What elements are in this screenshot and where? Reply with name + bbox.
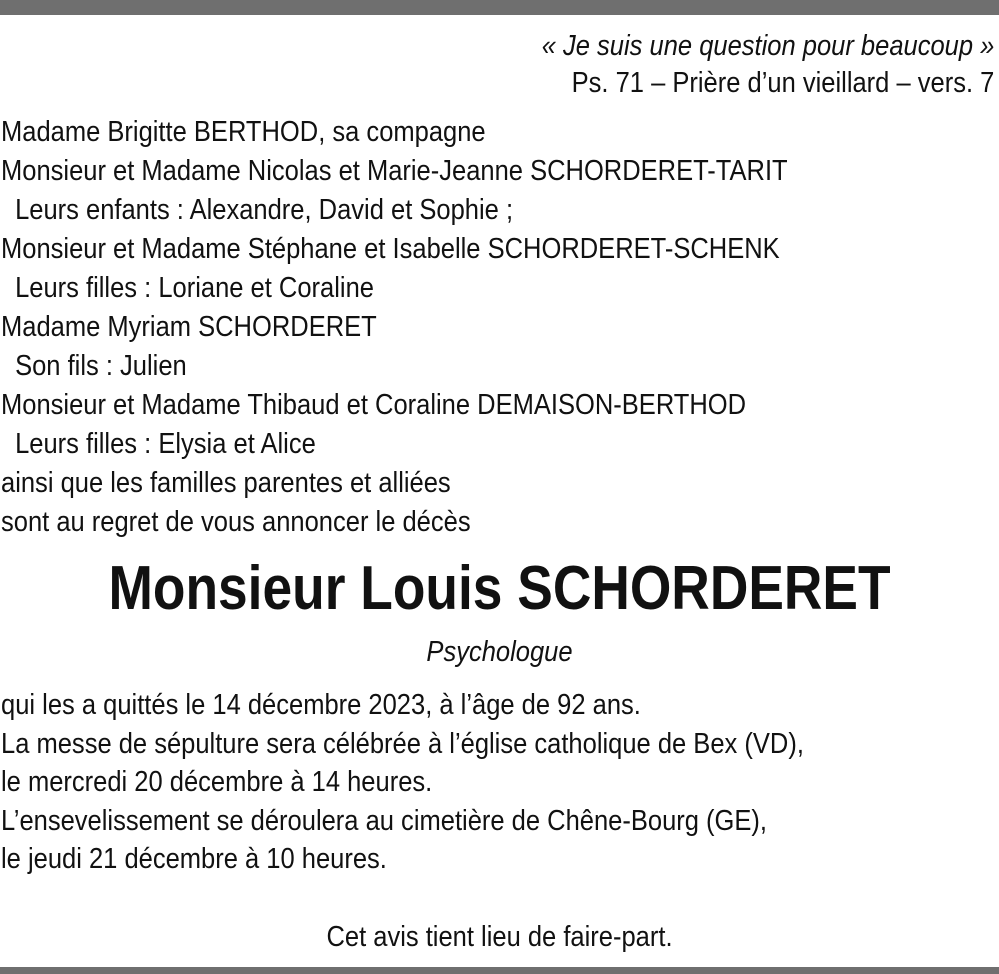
ceremony-details xyxy=(1,686,804,879)
family-line: Monsieur et Madame Stéphane et Isabelle SCHORDERET-SCHENK xyxy=(1,233,780,265)
bottom-border-rule xyxy=(0,967,999,974)
details-line: le mercredi 20 décembre à 14 heures. xyxy=(1,766,433,798)
details-line: qui les a quittés le 14 décembre 2023, à l’âge de 92 ans. xyxy=(1,689,641,721)
family-line: sont au regret de vous annoncer le décès xyxy=(1,506,471,538)
family-line: Monsieur et Madame Nicolas et Marie-Jeanne SCHORDERET-TARIT xyxy=(1,155,788,187)
family-line: Monsieur et Madame Thibaud et Coraline DEMAISON-BERTHOD xyxy=(1,389,747,421)
details-line: La messe de sépulture sera célébrée à l’église catholique de Bex (VD), xyxy=(1,727,804,760)
closing-note: Cet avis tient lieu de faire-part. xyxy=(326,921,673,953)
details-line: le jeudi 21 décembre à 10 heures. xyxy=(1,843,387,875)
deceased-name: Monsieur Louis SCHORDERET xyxy=(108,554,891,623)
family-children-line: Leurs filles : Elysia et Alice xyxy=(15,428,316,460)
family-line: Madame Myriam SCHORDERET xyxy=(1,311,377,343)
family-children-line: Son fils : Julien xyxy=(15,350,187,382)
family-line: ainsi que les familles parentes et alliées xyxy=(1,467,451,499)
deceased-profession: Psychologue xyxy=(426,636,573,668)
epigraph-reference: Ps. 71 – Prière d’un vieillard – vers. 7 xyxy=(571,67,994,99)
family-children-line: Leurs enfants : Alexandre, David et Sophie ; xyxy=(15,194,514,226)
epigraph-quote: « Je suis une question pour beaucoup » xyxy=(541,30,994,62)
family-children-line: Leurs filles : Loriane et Coraline xyxy=(15,272,374,304)
details-line: L’ensevelissement se déroulera au cimetière de Chêne-Bourg (GE), xyxy=(1,804,767,837)
family-line: Madame Brigitte BERTHOD, sa compagne xyxy=(1,116,486,148)
epigraph xyxy=(541,28,994,102)
top-border-rule xyxy=(0,0,999,15)
family-list xyxy=(1,113,788,542)
